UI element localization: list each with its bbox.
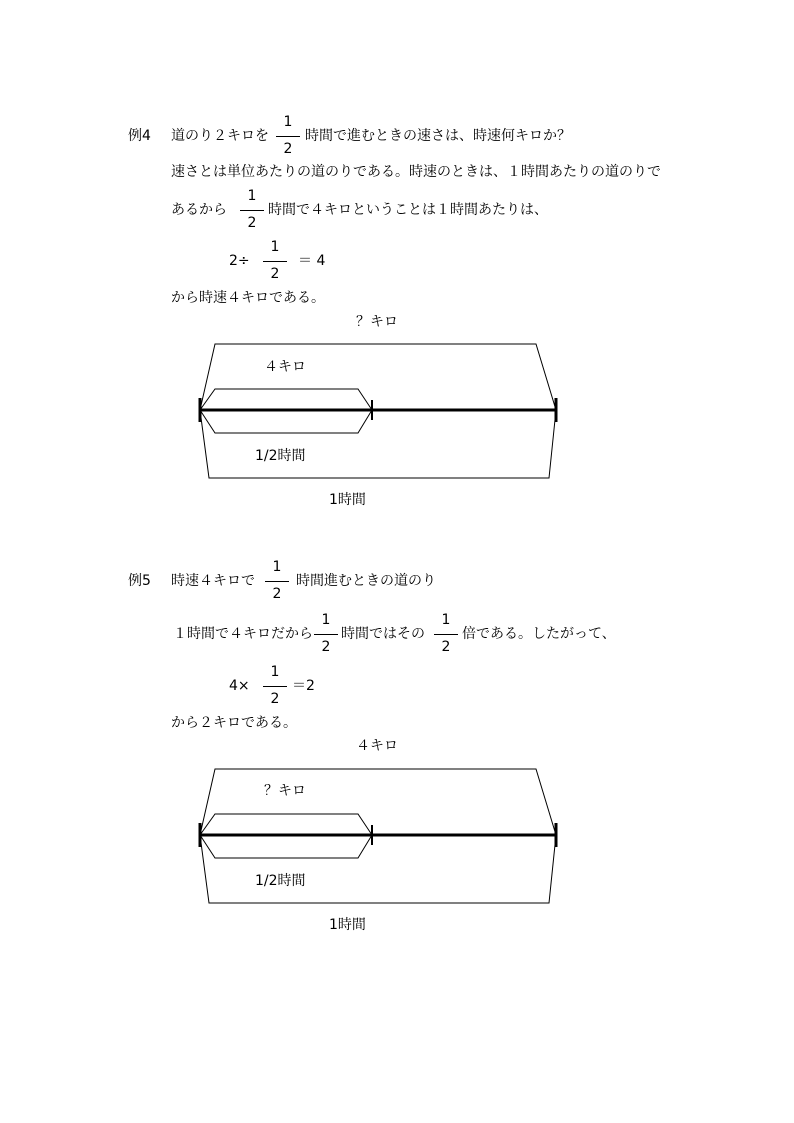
fraction-bar — [263, 686, 287, 687]
example4-diagram-top-label: ？キロ — [356, 314, 398, 330]
example5-diagram-bottom-label: 1時間 — [329, 917, 366, 933]
example5-line-diagram — [0, 765, 794, 910]
inner-bottom-bracket — [200, 835, 372, 858]
example5-calc-right: ＝2 — [292, 678, 315, 694]
fraction-bar — [240, 210, 264, 211]
example4-line3-part2: 時間で４キロということは１時間あたりは、 — [268, 202, 548, 218]
fraction-denominator: 2 — [270, 266, 280, 282]
example4-line3-part1: あるから — [171, 202, 227, 218]
fraction-bar — [265, 581, 289, 582]
example4-line-diagram — [0, 340, 794, 485]
example4-explanation-line: 速さとは単位あたりの道のりである。時速のときは、１時間あたりの道のりで — [171, 164, 661, 180]
fraction-denominator: 2 — [247, 215, 257, 231]
example5-line2-part3: 倍である。したがって、 — [462, 626, 616, 642]
fraction-bar — [434, 634, 458, 635]
example5-diagram-inner-bottom-label: 1/2時間 — [255, 873, 306, 889]
outer-bottom-bracket — [200, 835, 556, 903]
outer-top-bracket — [200, 769, 556, 835]
example4-calc-right: ＝ 4 — [298, 253, 326, 269]
example5-calc-left: 4× — [229, 678, 250, 694]
example4-diagram-inner-bottom-label: 1/2時間 — [255, 448, 306, 464]
inner-top-bracket — [200, 389, 372, 410]
example5-line2-part1: １時間で４キロだから — [173, 626, 313, 642]
example5-line2-part2: 時間ではその — [341, 626, 425, 642]
example4-calc-left: 2÷ — [229, 253, 250, 269]
fraction-numerator: 1 — [283, 114, 293, 130]
example5-diagram-top-label: ４キロ — [356, 738, 398, 754]
outer-top-bracket — [200, 344, 556, 410]
fraction-numerator: 1 — [272, 559, 282, 575]
fraction-bar — [314, 634, 338, 635]
inner-bottom-bracket — [200, 410, 372, 433]
example4-label: 例4 — [128, 128, 151, 144]
example5-question-part2: 時間進むときの道のり — [296, 573, 436, 589]
fraction-numerator: 1 — [247, 188, 257, 204]
fraction-denominator: 2 — [272, 586, 282, 602]
example5-diagram-inner-top-label: ？キロ — [264, 783, 306, 799]
example5-question-part1: 時速４キロで — [171, 573, 255, 589]
example4-conclusion: から時速４キロである。 — [171, 290, 325, 306]
fraction-numerator: 1 — [270, 239, 280, 255]
fraction-numerator: 1 — [270, 664, 280, 680]
fraction-denominator: 2 — [441, 639, 451, 655]
example4-question-part2: 時間で進むときの速さは、時速何キロか？ — [305, 128, 571, 144]
example5-label: 例5 — [128, 573, 151, 589]
example4-question-part1: 道のり２キロを — [171, 128, 269, 144]
fraction-denominator: 2 — [283, 141, 293, 157]
fraction-denominator: 2 — [270, 691, 280, 707]
example4-diagram-inner-top-label: ４キロ — [264, 359, 306, 375]
example5-conclusion: から２キロである。 — [171, 715, 297, 731]
fraction-denominator: 2 — [321, 639, 331, 655]
inner-top-bracket — [200, 814, 372, 835]
fraction-bar — [263, 261, 287, 262]
fraction-numerator: 1 — [441, 612, 451, 628]
fraction-bar — [276, 136, 300, 137]
example4-diagram-bottom-label: 1時間 — [329, 492, 366, 508]
outer-bottom-bracket — [200, 410, 556, 478]
fraction-numerator: 1 — [321, 612, 331, 628]
